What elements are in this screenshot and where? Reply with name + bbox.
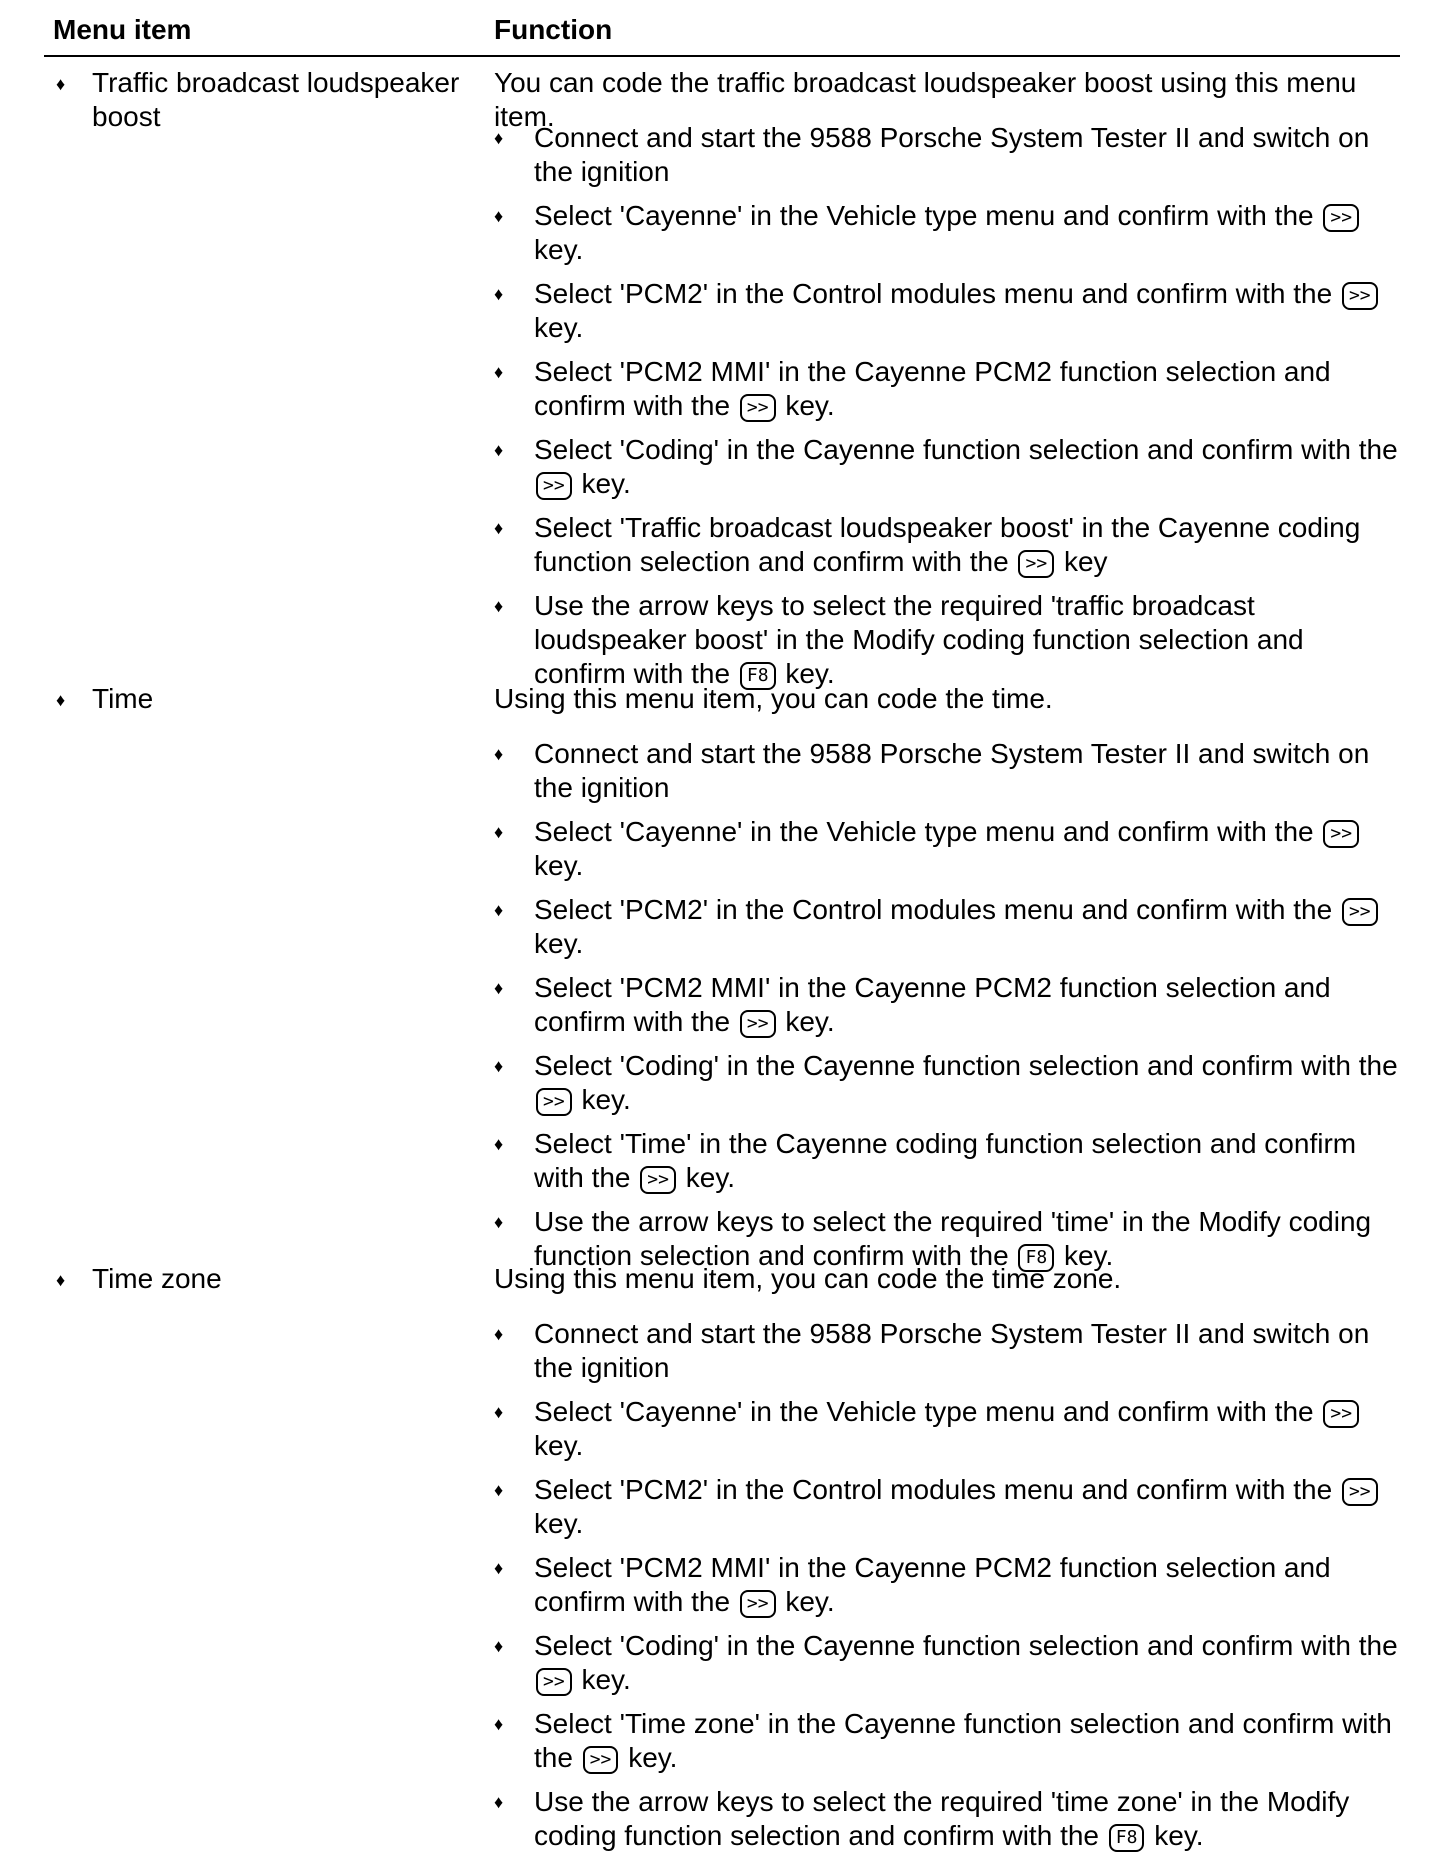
menu-item-label: Time	[92, 683, 154, 714]
step-suffix: key	[1063, 546, 1108, 577]
list-item	[494, 1127, 1399, 1195]
step-suffix: key.	[785, 658, 835, 689]
next-key-icon: >>	[1323, 1400, 1359, 1428]
list-item	[494, 199, 1399, 267]
step-list	[494, 1317, 1399, 1863]
step-suffix: key.	[1063, 1240, 1114, 1271]
bullet-diamond-icon: ♦	[494, 1402, 504, 1422]
step-suffix: key.	[534, 1430, 584, 1461]
list-item	[494, 433, 1399, 501]
list-item	[494, 355, 1399, 423]
f8-key-icon: F8	[1018, 1244, 1054, 1272]
step-text: Select 'Time' in the Cayenne coding function selection and confirm with the	[534, 1128, 1357, 1193]
step-text: Select 'PCM2' in the Control modules menu and confirm with the	[534, 1474, 1333, 1505]
step-text: Select 'PCM2 MMI' in the Cayenne PCM2 function selection and confirm with the	[534, 1552, 1331, 1617]
step-suffix: key.	[1154, 1820, 1204, 1851]
menu-item-label: Traffic broadcast loudspeaker boost	[92, 67, 460, 132]
f8-key-icon: F8	[740, 662, 776, 690]
step-text: Use the arrow keys to select the required 'time' in the Modify coding function selection and confirm with the	[534, 1206, 1372, 1271]
next-key-icon: >>	[536, 472, 572, 500]
list-item	[494, 1395, 1399, 1463]
table-header	[44, 0, 1400, 57]
bullet-diamond-icon: ♦	[494, 900, 504, 920]
function-intro: Using this menu item, you can code the time zone.	[494, 1263, 1122, 1294]
bullet-diamond-icon: ♦	[494, 596, 504, 616]
step-list	[494, 737, 1399, 1283]
list-item	[494, 971, 1399, 1039]
step-list	[494, 121, 1399, 701]
step-text: Connect and start the 9588 Porsche System Tester II and switch on the ignition	[534, 738, 1370, 803]
bullet-diamond-icon: ♦	[56, 690, 66, 710]
step-suffix: key.	[785, 390, 835, 421]
list-item	[494, 1317, 1399, 1385]
step-suffix: key.	[628, 1742, 678, 1773]
bullet-diamond-icon: ♦	[494, 1212, 504, 1232]
bullet-diamond-icon: ♦	[494, 1056, 504, 1076]
bullet-diamond-icon: ♦	[494, 744, 504, 764]
next-key-icon: >>	[740, 1010, 776, 1038]
step-text: Use the arrow keys to select the required 'traffic broadcast loudspeaker boost' in the Modify coding function selection and confirm with the	[534, 590, 1304, 689]
bullet-diamond-icon: ♦	[494, 1134, 504, 1154]
step-suffix: key.	[534, 850, 584, 881]
bullet-diamond-icon: ♦	[494, 518, 504, 538]
list-item	[494, 121, 1399, 189]
bullet-diamond-icon: ♦	[494, 362, 504, 382]
step-text: Select 'PCM2 MMI' in the Cayenne PCM2 function selection and confirm with the	[534, 972, 1331, 1037]
next-key-icon: >>	[740, 1590, 776, 1618]
next-key-icon: >>	[1323, 204, 1359, 232]
next-key-icon: >>	[536, 1088, 572, 1116]
next-key-icon: >>	[536, 1668, 572, 1696]
bullet-diamond-icon: ♦	[494, 822, 504, 842]
step-text: Select 'PCM2' in the Control modules menu and confirm with the	[534, 278, 1333, 309]
step-suffix: key.	[581, 1664, 631, 1695]
bullet-diamond-icon: ♦	[56, 74, 66, 94]
list-item	[494, 737, 1399, 805]
step-suffix: key.	[534, 234, 584, 265]
list-item	[494, 1049, 1399, 1117]
step-text: Select 'Time zone' in the Cayenne function selection and confirm with the	[534, 1708, 1392, 1773]
list-item	[494, 589, 1399, 691]
bullet-diamond-icon: ♦	[494, 128, 504, 148]
function-intro: You can code the traffic broadcast loudspeaker boost using this menu item.	[494, 67, 1357, 132]
column-header-function: Function	[494, 14, 613, 45]
bullet-diamond-icon: ♦	[494, 1792, 504, 1812]
step-text: Select 'PCM2' in the Control modules menu and confirm with the	[534, 894, 1333, 925]
f8-key-icon: F8	[1109, 1824, 1145, 1852]
step-suffix: key.	[581, 1084, 631, 1115]
list-item	[494, 1629, 1399, 1697]
step-suffix: key.	[685, 1162, 736, 1193]
function-intro: Using this menu item, you can code the time.	[494, 683, 1053, 714]
next-key-icon: >>	[1323, 820, 1359, 848]
step-text: Select 'Coding' in the Cayenne function selection and confirm with the	[534, 434, 1398, 465]
step-text: Select 'Coding' in the Cayenne function selection and confirm with the	[534, 1630, 1398, 1661]
list-item	[494, 1707, 1399, 1775]
bullet-diamond-icon: ♦	[494, 206, 504, 226]
bullet-diamond-icon: ♦	[494, 1558, 504, 1578]
step-text: Connect and start the 9588 Porsche System Tester II and switch on the ignition	[534, 1318, 1370, 1383]
list-item	[494, 1785, 1399, 1853]
bullet-diamond-icon: ♦	[494, 1324, 504, 1344]
list-item	[494, 1551, 1399, 1619]
step-text: Select 'PCM2 MMI' in the Cayenne PCM2 function selection and confirm with the	[534, 356, 1331, 421]
next-key-icon: >>	[1342, 898, 1378, 926]
document-page	[44, 0, 1400, 1851]
list-item	[494, 893, 1399, 961]
bullet-diamond-icon: ♦	[494, 284, 504, 304]
step-suffix: key.	[534, 1508, 584, 1539]
step-text: Use the arrow keys to select the required 'time zone' in the Modify coding function selection and confirm with the	[534, 1786, 1350, 1851]
menu-item-label: Time zone	[92, 1263, 222, 1294]
list-item	[494, 1473, 1399, 1541]
next-key-icon: >>	[1018, 550, 1054, 578]
step-text: Select 'Cayenne' in the Vehicle type menu and confirm with the	[534, 816, 1314, 847]
bullet-diamond-icon: ♦	[56, 1270, 66, 1290]
step-text: Connect and start the 9588 Porsche System Tester II and switch on the ignition	[534, 122, 1370, 187]
bullet-diamond-icon: ♦	[494, 1636, 504, 1656]
list-item	[494, 277, 1399, 345]
next-key-icon: >>	[1342, 282, 1378, 310]
step-suffix: key.	[581, 468, 631, 499]
bullet-diamond-icon: ♦	[494, 1714, 504, 1734]
next-key-icon: >>	[583, 1746, 619, 1774]
step-text: Select 'Cayenne' in the Vehicle type menu and confirm with the	[534, 200, 1314, 231]
step-text: Select 'Traffic broadcast loudspeaker boost' in the Cayenne coding function selection and confirm with the	[534, 512, 1361, 577]
column-header-menu-item: Menu item	[53, 14, 192, 45]
list-item	[494, 511, 1399, 579]
step-text: Select 'Cayenne' in the Vehicle type menu and confirm with the	[534, 1396, 1314, 1427]
step-suffix: key.	[785, 1586, 835, 1617]
step-suffix: key.	[534, 928, 584, 959]
bullet-diamond-icon: ♦	[494, 978, 504, 998]
bullet-diamond-icon: ♦	[494, 440, 504, 460]
next-key-icon: >>	[640, 1166, 676, 1194]
step-text: Select 'Coding' in the Cayenne function selection and confirm with the	[534, 1050, 1398, 1081]
bullet-diamond-icon: ♦	[494, 1480, 504, 1500]
list-item	[494, 815, 1399, 883]
step-suffix: key.	[534, 312, 584, 343]
next-key-icon: >>	[740, 394, 776, 422]
step-suffix: key.	[785, 1006, 835, 1037]
next-key-icon: >>	[1342, 1478, 1378, 1506]
